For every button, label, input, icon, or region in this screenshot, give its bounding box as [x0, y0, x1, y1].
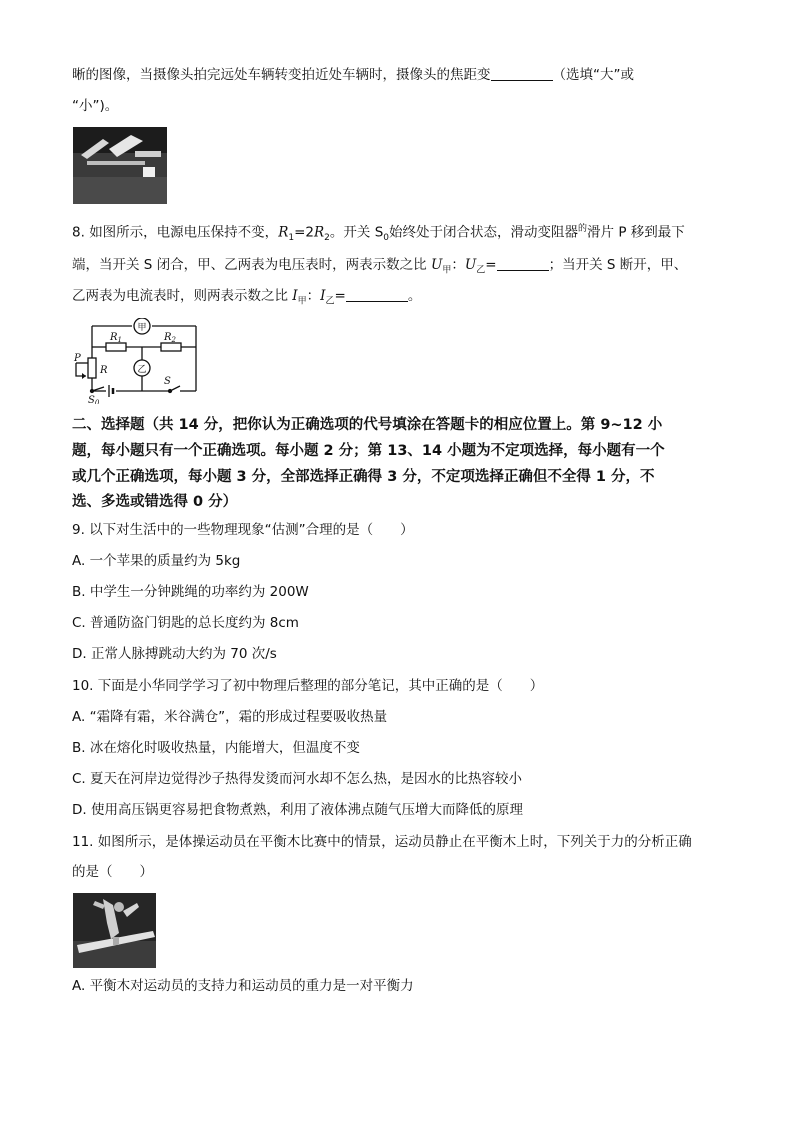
q11-stem-line-2: 的是（ ）: [72, 864, 153, 880]
gymnast-photo-drawing: [73, 893, 156, 968]
section-heading-line-2: 题，每小题只有一个正确选项。每小题 2 分；第 13、14 小题为不定项选择，每小题有一个: [72, 443, 665, 459]
section-heading-line-3: 或几个正确选项，每小题 3 分，全部选择正确得 3 分，不定项选择正确但不全得 1 分，不: [72, 469, 655, 485]
camera-photo: [73, 127, 167, 204]
q10-option-c[interactable]: C. 夏天在河岸边觉得沙子热得发烫而河水却不怎么热，是因水的比热容较小: [72, 771, 523, 787]
q9-option-c[interactable]: C. 普通防盗门钥匙的总长度约为 8cm: [72, 615, 299, 631]
label-s0: $S_0$: [88, 395, 100, 404]
q11-stem-line-1: 11. 如图所示，是体操运动员在平衡木比赛中的情景，运动员静止在平衡木上时，下列关于力的分析正确: [72, 834, 692, 850]
section-heading-line-1: 二、选择题（共 14 分，把你认为正确选项的代号填涂在答题卡的相应位置上。第 9~12 小: [72, 417, 663, 433]
battery-icon: [109, 385, 113, 397]
slider-arrow-icon: [82, 373, 86, 379]
answer-blank[interactable]: [346, 287, 408, 302]
answer-blank[interactable]: [497, 256, 549, 271]
q9-option-b[interactable]: B. 中学生一分钟跳绳的功率约为 200W: [72, 584, 309, 600]
q10-stem: 10. 下面是小华同学学习了初中物理后整理的部分笔记，其中正确的是（ ）: [72, 678, 544, 694]
label-p: P: [74, 353, 81, 364]
q10-option-b[interactable]: B. 冰在熔化时吸收热量，内能增大，但温度不变: [72, 740, 360, 756]
q10-option-d[interactable]: D. 使用高压锅更容易把食物煮熟，利用了液体沸点随气压增大而降低的原理: [72, 802, 523, 818]
rheostat: [88, 358, 96, 378]
label-r: R: [100, 365, 108, 376]
answer-blank[interactable]: [491, 66, 553, 81]
resistor-r2: [161, 343, 181, 351]
camera-photo-drawing: [73, 127, 167, 204]
circuit-diagram: [72, 318, 204, 404]
q9-stem: 9. 以下对生活中的一些物理现象“估测”合理的是（ ）: [72, 522, 414, 538]
q8-line-1: 8. 如图所示，电源电压保持不变，$R_1=2R_2$。开关 $S_0$始终处于闭合状态，滑动变阻器$^的$滑片 P 移到最下: [72, 224, 685, 244]
q7-line-1: 晰的图像，当摄像头拍完远处车辆转变拍近处车辆时，摄像头的焦距变 （选填“大”或: [72, 67, 634, 83]
meter-yi-label: 乙: [137, 365, 147, 375]
meter-jia-label: 甲: [137, 323, 147, 333]
label-s: S: [164, 376, 171, 387]
resistor-r1: [106, 343, 126, 351]
gymnast-photo: [73, 893, 156, 968]
q10-option-a[interactable]: A. “霜降有霜，米谷满仓”，霜的形成过程要吸收热量: [72, 709, 388, 725]
q9-option-d[interactable]: D. 正常人脉搏跳动大约为 70 次/s: [72, 646, 277, 662]
q7-line-2: “小”)。: [72, 98, 119, 114]
section-heading-line-4: 选、多选或错选得 0 分）: [72, 494, 238, 510]
q8-line-3: 乙两表为电流表时，则两表示数之比 $I_甲$：$I_乙=$ 。: [72, 288, 422, 307]
q8-line-2: 端，当开关 S 闭合，甲、乙两表为电压表时，两表示数之比 $U_甲$：$U_乙=$ ；当开关 S 断开，甲、: [72, 257, 688, 276]
label-r1: $R_1$: [110, 332, 122, 344]
q9-option-a[interactable]: A. 一个苹果的质量约为 5kg: [72, 553, 241, 569]
q11-option-a[interactable]: A. 平衡木对运动员的支持力和运动员的重力是一对平衡力: [72, 978, 414, 994]
label-r2: $R_2$: [164, 332, 176, 344]
